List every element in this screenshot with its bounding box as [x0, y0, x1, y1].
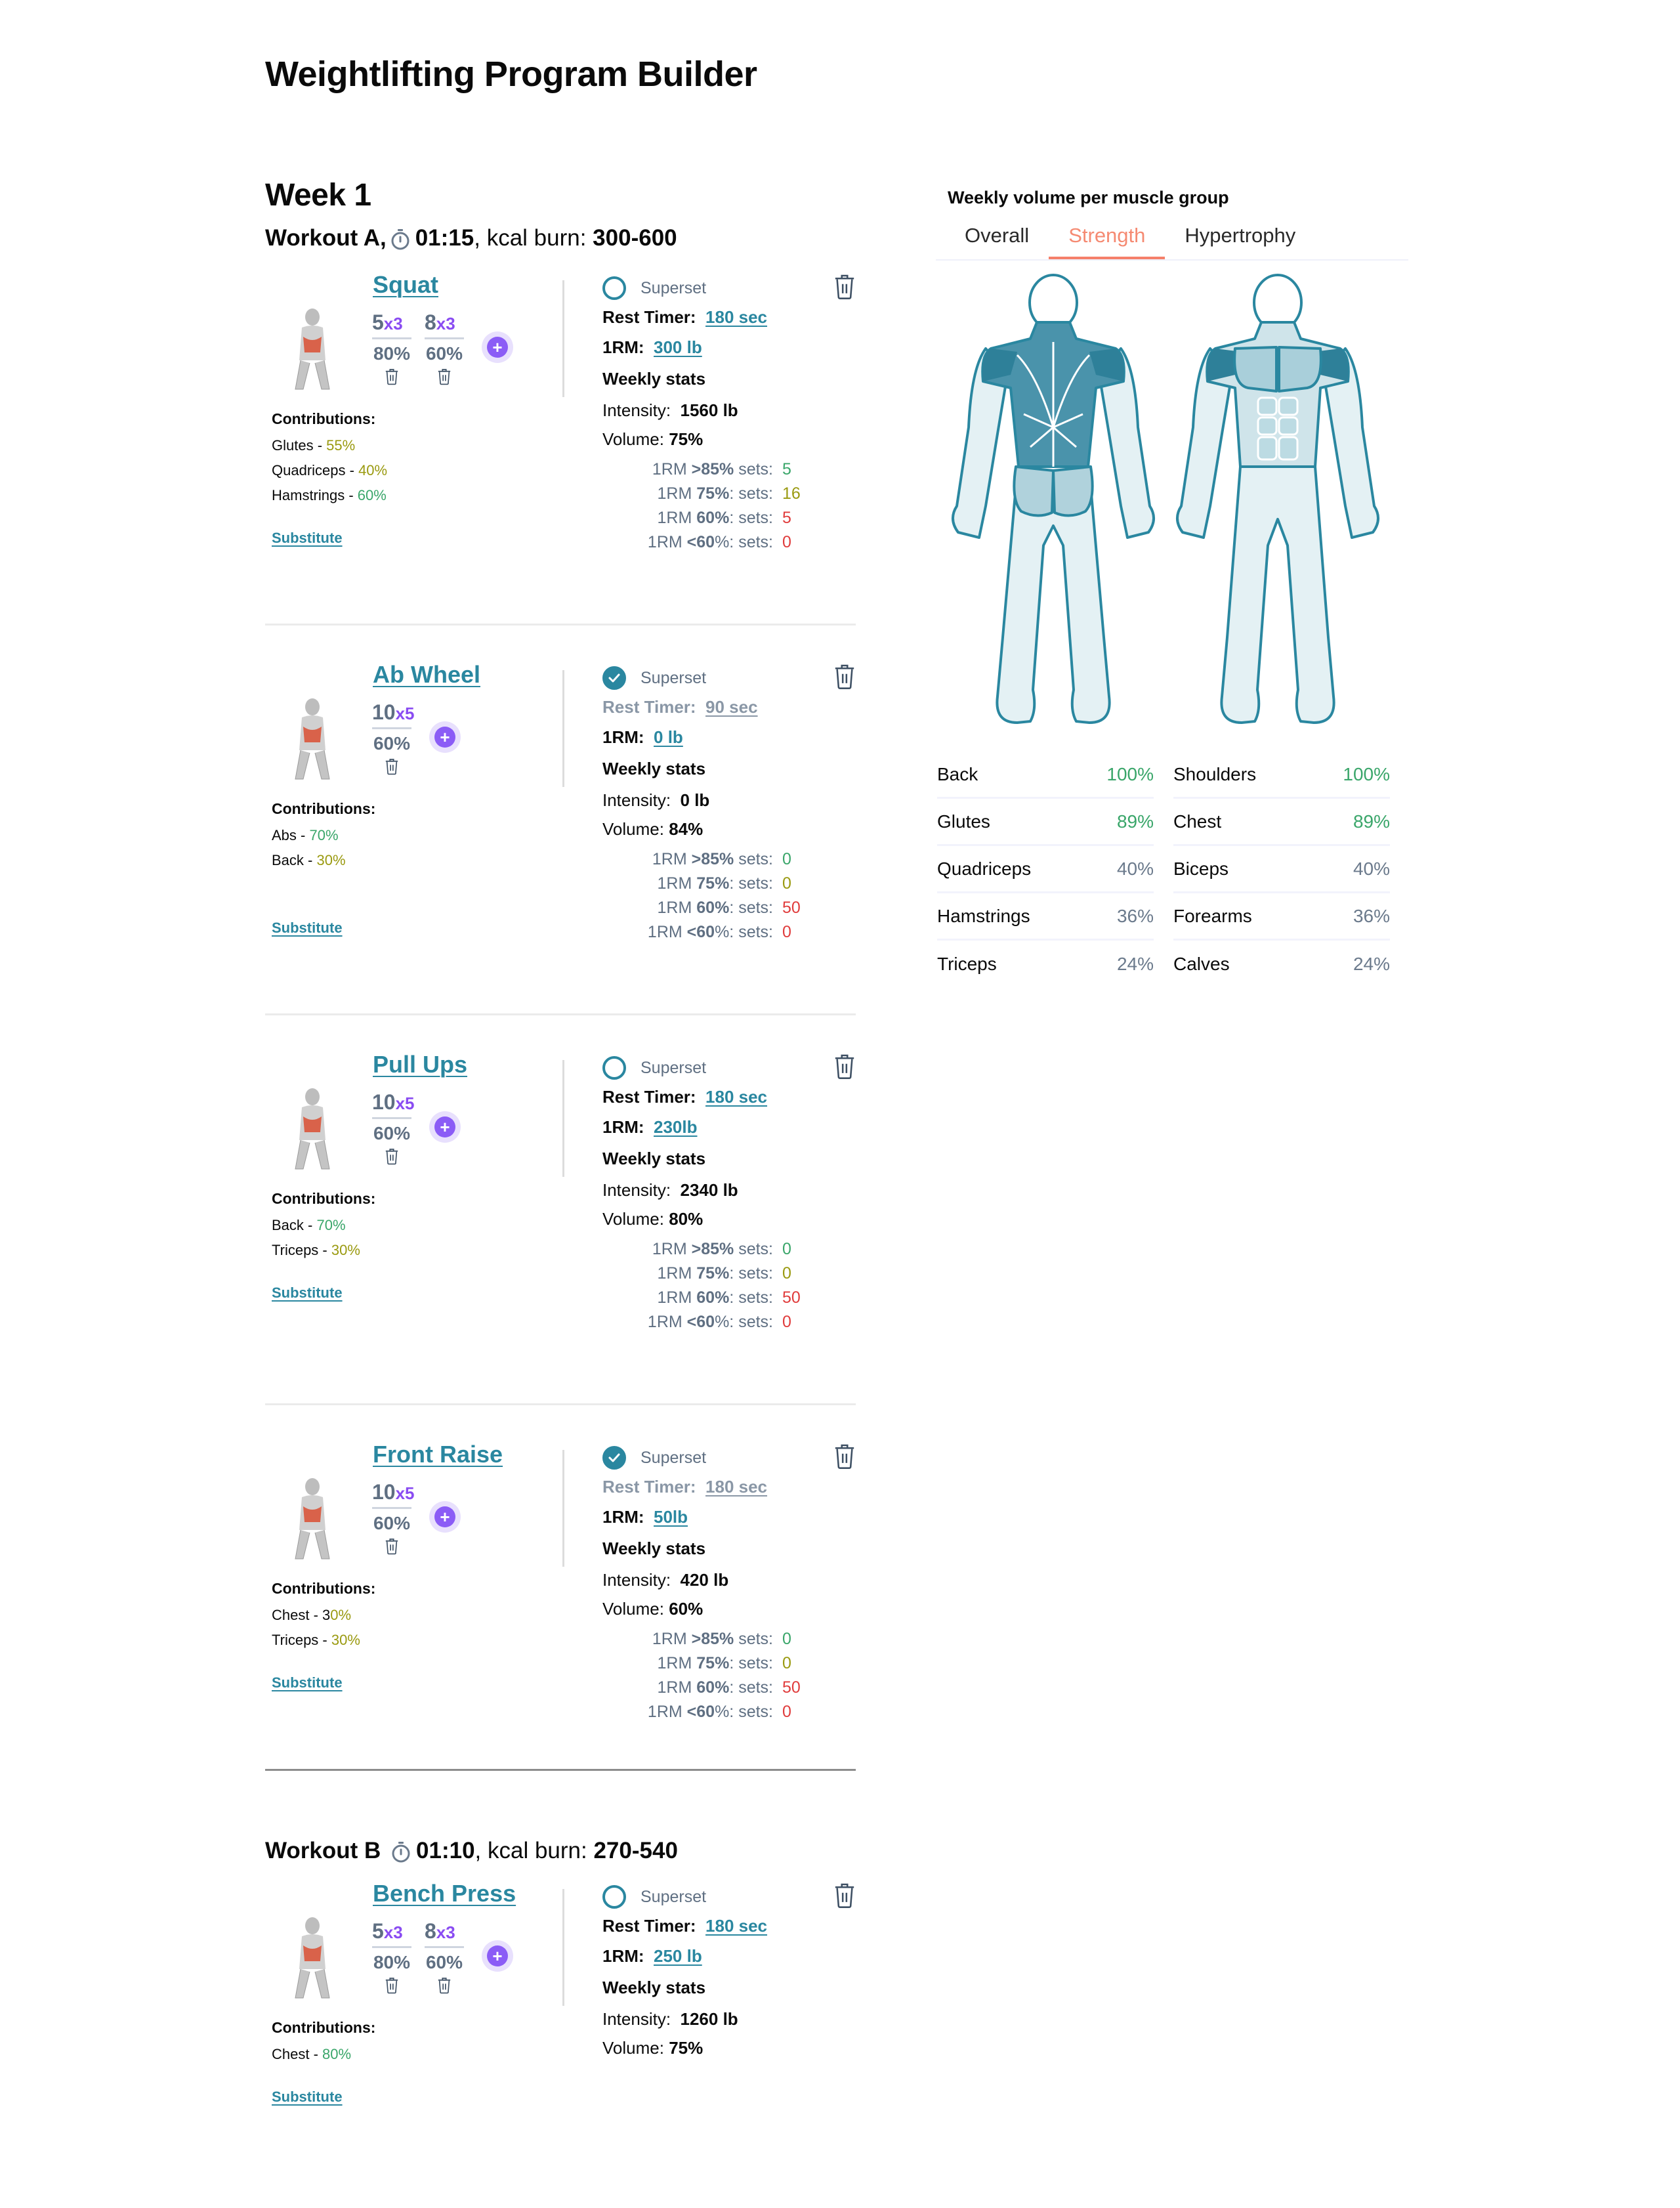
exercise-card: [265, 1441, 856, 1769]
add-set-button[interactable]: [482, 1940, 513, 1972]
set-intensity-pct[interactable]: 80%: [373, 1952, 411, 1972]
reps-value: 8: [425, 1919, 436, 1943]
weekly-stats-title: Weekly stats: [602, 369, 706, 389]
sets-multiplier: x3: [436, 314, 455, 333]
superset-toggle[interactable]: [602, 275, 856, 301]
add-set-button[interactable]: [429, 1501, 461, 1533]
superset-toggle[interactable]: [602, 1055, 856, 1081]
delete-exercise-icon[interactable]: [833, 274, 856, 300]
empty-circle-icon[interactable]: [602, 276, 626, 300]
rm-75-row: 1RM 75%: sets: 0: [634, 1651, 856, 1676]
sets-multiplier: x5: [395, 1093, 415, 1113]
exercise-details: [602, 271, 856, 555]
substitute-link[interactable]: Substitute: [272, 920, 343, 936]
rest-timer-link[interactable]: 90 sec: [705, 697, 758, 717]
set-intensity-pct[interactable]: 60%: [425, 343, 463, 364]
plus-icon: +: [434, 727, 455, 748]
muscle-volume-pct: 40%: [1353, 858, 1390, 879]
muscle-name: Triceps: [937, 954, 997, 974]
rm-75-value: 0: [782, 1654, 791, 1672]
one-rm-row: 1RM: 0 lb: [602, 727, 683, 747]
page-title: Weightlifting Program Builder: [265, 54, 757, 94]
workout-divider: [265, 1769, 856, 1771]
muscle-name: Shoulders: [1173, 763, 1257, 784]
contribution-value: 40%: [358, 462, 388, 478]
rm-75-value: 0: [782, 1264, 791, 1283]
muscle-name: Back: [937, 763, 978, 784]
one-rm-link[interactable]: 230lb: [654, 1117, 698, 1137]
superset-label: Superset: [640, 668, 707, 687]
contribution-muscle: Glutes -: [272, 437, 327, 454]
contribution-value: 70%: [316, 1217, 346, 1233]
one-rm-link[interactable]: 300 lb: [654, 337, 702, 357]
delete-set-icon[interactable]: [437, 1977, 452, 1994]
squat-figure-icon: [269, 297, 356, 396]
delete-set-icon[interactable]: [385, 758, 399, 775]
workout-b-exercises: [265, 1880, 856, 2208]
muscle-volume-pct: 89%: [1353, 811, 1390, 832]
plus-icon: +: [434, 1116, 455, 1137]
muscle-name: Chest: [1173, 811, 1222, 832]
rm-60-row: 1RM 60%: sets: 5: [634, 506, 856, 530]
volume-row: Volume: 80%: [602, 1209, 704, 1229]
contributions-title: Contributions:: [272, 1580, 376, 1597]
delete-exercise-icon[interactable]: [833, 1443, 856, 1470]
contributions-title: Contributions:: [272, 800, 376, 817]
rm-gt85-row: 1RM >85% sets: 0: [634, 847, 856, 872]
set-group: [373, 1919, 411, 1994]
one-rm-link[interactable]: 50lb: [654, 1507, 688, 1527]
stopwatch-icon: [391, 1841, 411, 1863]
set-group: [425, 1919, 463, 1994]
contribution-value: 70%: [309, 827, 339, 843]
delete-exercise-icon[interactable]: [833, 1053, 856, 1080]
set-group: [372, 1090, 415, 1165]
rm-75-row: 1RM 75%: sets: 16: [634, 482, 856, 506]
superset-toggle[interactable]: [602, 665, 856, 691]
rm-gt85-row: 1RM >85% sets: 0: [634, 1627, 856, 1651]
volume-value: 80%: [669, 1209, 704, 1229]
muscle-group-row: [1173, 941, 1390, 988]
contribution-muscle: Chest -: [272, 2046, 323, 2062]
contribution-muscle: Back -: [272, 1217, 317, 1233]
set-intensity-pct[interactable]: 60%: [373, 1513, 411, 1533]
rest-timer-row: Rest Timer: 180 sec: [602, 1087, 768, 1107]
contribution-value: 30%: [316, 852, 346, 868]
rest-timer-link[interactable]: 180 sec: [705, 1477, 768, 1497]
sets-editor: [373, 1090, 461, 1165]
rm-60-row: 1RM 60%: sets: 50: [634, 1676, 856, 1700]
substitute-link[interactable]: Substitute: [272, 2089, 343, 2105]
weekly-stats-title: Weekly stats: [602, 1149, 706, 1168]
column-divider: [562, 1060, 564, 1177]
plus-icon: +: [434, 1506, 455, 1527]
set-reps[interactable]: [372, 700, 415, 729]
ab-wheel-figure-icon: [269, 687, 356, 786]
intensity-value: 1560 lb: [680, 400, 738, 420]
contribution-muscle: Quadriceps -: [272, 462, 359, 478]
muscle-group-row: [937, 893, 1154, 941]
exercise-card: [265, 1880, 856, 2208]
exercise-name-link[interactable]: Ab Wheel: [373, 661, 481, 688]
rm-60-row: 1RM 60%: sets: 50: [634, 896, 856, 920]
superset-label: Superset: [640, 1448, 707, 1467]
intensity-value: 420 lb: [680, 1570, 729, 1590]
contribution-muscle: Abs -: [272, 827, 310, 843]
workout-name: Workout B: [265, 1838, 388, 1863]
exercise-card: [265, 661, 856, 1015]
front-raise-figure-icon: [269, 1467, 356, 1565]
empty-circle-icon[interactable]: [602, 1885, 626, 1909]
muscle-group-row: [937, 941, 1154, 988]
set-intensity-pct[interactable]: 60%: [373, 733, 411, 754]
muscle-name: Calves: [1173, 954, 1230, 974]
rest-timer-link[interactable]: 180 sec: [705, 307, 768, 327]
weekly-stats-title: Weekly stats: [602, 1539, 706, 1558]
checked-circle-icon[interactable]: [602, 666, 626, 690]
reps-value: 8: [425, 310, 436, 334]
rm-gt85-value: 5: [782, 460, 791, 478]
checked-circle-icon[interactable]: [602, 1446, 626, 1470]
column-divider: [562, 280, 564, 397]
rest-timer-row: Rest Timer: 180 sec: [602, 1916, 768, 1936]
contributions-title: Contributions:: [272, 2019, 376, 2036]
rm-gt85-row: 1RM >85% sets: 0: [634, 1237, 856, 1262]
sets-editor: [373, 310, 513, 385]
contribution-row: [272, 1628, 375, 1653]
muscle-group-row: [1173, 846, 1390, 893]
contributions: [272, 410, 387, 508]
contributions: [272, 1190, 375, 1263]
rm-breakdown: [602, 1627, 856, 1724]
one-rm-row: 1RM: 50lb: [602, 1507, 688, 1527]
contribution-row: [272, 823, 375, 848]
exercise-name-link[interactable]: Pull Ups: [373, 1051, 468, 1078]
intensity-value: 2340 lb: [680, 1180, 738, 1200]
muscle-group-row: [1173, 893, 1390, 941]
rest-timer-link[interactable]: 180 sec: [705, 1087, 768, 1107]
volume-row: Volume: 84%: [602, 819, 704, 839]
contribution-value: 30%: [331, 1242, 360, 1258]
sets-multiplier: x5: [395, 1483, 415, 1503]
contribution-row: [272, 1213, 375, 1238]
muscle-volume-pct: 100%: [1106, 763, 1154, 784]
sets-multiplier: x5: [395, 704, 415, 723]
contribution-row: [272, 433, 387, 458]
set-group: [372, 1480, 415, 1555]
set-reps[interactable]: [372, 310, 411, 339]
one-rm-row: 1RM: 230lb: [602, 1117, 698, 1137]
rm-gt85-row: 1RM >85% sets: 5: [634, 457, 856, 482]
muscle-name: Hamstrings: [937, 905, 1030, 926]
muscle-name: Quadriceps: [937, 858, 1032, 879]
contribution-muscle: Chest - 3: [272, 1607, 331, 1623]
exercise-details: [602, 1441, 856, 1724]
sets-editor: [373, 700, 461, 775]
muscle-volume-pct: 24%: [1353, 954, 1390, 974]
substitute-link[interactable]: Substitute: [272, 1674, 343, 1691]
sets-multiplier: x3: [383, 314, 403, 333]
rest-timer-row: Rest Timer: 180 sec: [602, 1477, 768, 1497]
rest-timer-row: Rest Timer: 180 sec: [602, 307, 768, 327]
workout-a-exercises: [265, 271, 856, 1769]
delete-set-icon[interactable]: [437, 368, 452, 385]
muscle-group-row: [1173, 799, 1390, 846]
intensity-row: Intensity: 420 lb: [602, 1570, 729, 1590]
weekly-stats-title: Weekly stats: [602, 759, 706, 778]
set-group: [372, 700, 415, 775]
rm-lt60-value: 0: [782, 533, 791, 551]
set-group: [425, 310, 463, 385]
week-title: Week 1: [265, 178, 371, 213]
rm-60-value: 5: [782, 509, 791, 527]
rm-breakdown: [602, 847, 856, 945]
bench-press-figure-icon: [269, 1906, 356, 2005]
set-reps[interactable]: [372, 1090, 415, 1119]
tab-strength[interactable]: Strength: [1049, 221, 1165, 259]
substitute-link[interactable]: Substitute: [272, 1284, 343, 1301]
reps-value: 10: [372, 700, 396, 724]
rm-lt60-row: 1RM <60%: sets: 0: [634, 920, 856, 945]
superset-label: Superset: [640, 1058, 707, 1077]
muscle-group-row: [937, 846, 1154, 893]
rm-breakdown: [602, 457, 856, 555]
muscle-group-row: [937, 752, 1154, 799]
panel-title: Weekly volume per muscle group: [948, 188, 1229, 207]
volume-row: Volume: 60%: [602, 1599, 704, 1619]
set-reps[interactable]: [372, 1919, 411, 1948]
program-column: [265, 177, 856, 2208]
muscle-group-table: [937, 752, 1408, 988]
contribution-value: 80%: [322, 2046, 352, 2062]
contribution-value: 0%: [330, 1607, 352, 1623]
substitute-link[interactable]: Substitute: [272, 530, 343, 546]
contribution-value: 30%: [331, 1632, 360, 1648]
reps-value: 5: [372, 1919, 384, 1943]
exercise-details: [602, 1880, 856, 2064]
stopwatch-icon: [390, 228, 410, 251]
rm-gt85-value: 0: [782, 850, 791, 868]
body-back-view-icon: [945, 270, 1162, 729]
superset-toggle[interactable]: [602, 1884, 856, 1910]
contribution-muscle: Triceps -: [272, 1242, 331, 1258]
contributions: [272, 1580, 375, 1653]
body-front-view-icon: [1169, 270, 1386, 729]
tab-hypertrophy[interactable]: Hypertrophy: [1185, 224, 1296, 247]
exercise-details: [602, 1051, 856, 1334]
workout-duration: 01:10: [416, 1838, 475, 1863]
contribution-muscle: Triceps -: [272, 1632, 331, 1648]
muscle-name: Forearms: [1173, 905, 1252, 926]
rm-lt60-value: 0: [782, 1313, 791, 1331]
delete-set-icon[interactable]: [385, 368, 399, 385]
volume-value: 75%: [669, 429, 704, 449]
rm-gt85-value: 0: [782, 1630, 791, 1648]
rm-lt60-row: 1RM <60%: sets: 0: [634, 1700, 856, 1724]
rm-75-value: 16: [782, 484, 801, 503]
intensity-value: 1260 lb: [680, 2009, 738, 2029]
kcal-range: 270-540: [593, 1838, 678, 1863]
muscle-volume-pct: 36%: [1353, 905, 1390, 926]
intensity-row: Intensity: 2340 lb: [602, 1180, 738, 1200]
body-diagram: [936, 270, 1408, 729]
column-divider: [562, 1889, 564, 2006]
exercise-card: [265, 271, 856, 626]
rm-breakdown: [602, 1237, 856, 1334]
intensity-row: Intensity: 1260 lb: [602, 2009, 738, 2029]
one-rm-link[interactable]: 250 lb: [654, 1946, 702, 1966]
rm-lt60-value: 0: [782, 1703, 791, 1721]
reps-value: 10: [372, 1090, 396, 1114]
column-divider: [562, 670, 564, 787]
contributions-title: Contributions:: [272, 1190, 376, 1207]
muscle-volume-panel: [936, 188, 1408, 988]
rm-60-value: 50: [782, 899, 801, 917]
add-set-button[interactable]: [429, 721, 461, 753]
sets-multiplier: x3: [436, 1922, 455, 1942]
delete-set-icon[interactable]: [385, 1538, 399, 1555]
sets-multiplier: x3: [383, 1922, 403, 1942]
contribution-row: [272, 1603, 375, 1628]
one-rm-row: 1RM: 250 lb: [602, 1946, 702, 1966]
rm-lt60-value: 0: [782, 923, 791, 941]
set-intensity-pct[interactable]: 60%: [373, 1123, 411, 1143]
reps-value: 10: [372, 1480, 396, 1504]
contributions-title: Contributions:: [272, 410, 376, 427]
workout-a-header: [265, 225, 856, 251]
rm-lt60-row: 1RM <60%: sets: 0: [634, 530, 856, 555]
contribution-value: 60%: [357, 487, 387, 503]
column-divider: [562, 1450, 564, 1567]
set-intensity-pct[interactable]: 80%: [373, 343, 411, 364]
workout-duration: 01:15: [415, 225, 474, 251]
muscle-name: Glutes: [937, 811, 990, 832]
muscle-group-row: [1173, 752, 1390, 799]
volume-row: Volume: 75%: [602, 429, 704, 449]
contribution-row: [272, 483, 387, 508]
contribution-row: [272, 1238, 375, 1263]
intensity-row: Intensity: 0 lb: [602, 790, 710, 810]
plus-icon: +: [487, 1945, 508, 1966]
intensity-value: 0 lb: [680, 790, 710, 810]
rm-60-value: 50: [782, 1288, 801, 1307]
rest-timer-link[interactable]: 180 sec: [705, 1916, 768, 1936]
contribution-row: [272, 2042, 375, 2067]
exercise-name-link[interactable]: Squat: [373, 271, 439, 298]
volume-row: Volume: 75%: [602, 2038, 704, 2058]
muscle-volume-pct: 40%: [1116, 858, 1154, 879]
delete-exercise-icon[interactable]: [833, 664, 856, 690]
rm-gt85-value: 0: [782, 1240, 791, 1258]
rest-timer-row: Rest Timer: 90 sec: [602, 697, 758, 717]
contribution-muscle: Hamstrings -: [272, 487, 358, 503]
kcal-label: , kcal burn:: [474, 225, 593, 251]
set-group: [373, 310, 411, 385]
empty-circle-icon[interactable]: [602, 1056, 626, 1080]
contribution-row: [272, 458, 387, 483]
exercise-details: [602, 661, 856, 945]
set-reps[interactable]: [425, 1919, 464, 1948]
set-reps[interactable]: [425, 310, 464, 339]
contribution-muscle: Back -: [272, 852, 317, 868]
workout-b-header: [265, 1838, 856, 1864]
kcal-range: 300-600: [593, 225, 677, 251]
add-set-button[interactable]: [429, 1111, 461, 1143]
rm-60-value: 50: [782, 1678, 801, 1697]
delete-exercise-icon[interactable]: [833, 1882, 856, 1909]
muscle-name: Biceps: [1173, 858, 1229, 879]
set-intensity-pct[interactable]: 60%: [425, 1952, 463, 1972]
kcal-label: , kcal burn:: [474, 1838, 594, 1863]
set-reps[interactable]: [372, 1480, 415, 1509]
contribution-value: 55%: [326, 437, 356, 454]
intensity-row: Intensity: 1560 lb: [602, 400, 738, 420]
superset-label: Superset: [640, 278, 707, 297]
muscle-volume-pct: 89%: [1116, 811, 1154, 832]
delete-set-icon[interactable]: [385, 1977, 399, 1994]
one-rm-link[interactable]: 0 lb: [654, 727, 683, 747]
exercise-card: [265, 1051, 856, 1405]
volume-tabs: [936, 221, 1408, 261]
pull-up-figure-icon: [269, 1077, 356, 1176]
muscle-group-row: [937, 799, 1154, 846]
one-rm-row: 1RM: 300 lb: [602, 337, 702, 357]
rm-75-row: 1RM 75%: sets: 0: [634, 872, 856, 896]
superset-label: Superset: [640, 1887, 707, 1906]
workout-name: Workout A,: [265, 225, 387, 251]
contribution-row: [272, 848, 375, 873]
tab-overall[interactable]: Overall: [965, 224, 1030, 247]
muscle-volume-pct: 36%: [1116, 905, 1154, 926]
exercise-name-link[interactable]: Bench Press: [373, 1880, 516, 1907]
superset-toggle[interactable]: [602, 1445, 856, 1471]
delete-set-icon[interactable]: [385, 1148, 399, 1165]
volume-value: 84%: [669, 819, 704, 839]
rm-lt60-row: 1RM <60%: sets: 0: [634, 1310, 856, 1334]
contributions: [272, 800, 375, 873]
plus-icon: +: [487, 337, 508, 358]
sets-editor: [373, 1919, 513, 1994]
volume-value: 60%: [669, 1599, 704, 1619]
contributions: [272, 2019, 375, 2067]
reps-value: 5: [372, 310, 384, 334]
rm-75-row: 1RM 75%: sets: 0: [634, 1262, 856, 1286]
sets-editor: [373, 1480, 461, 1555]
exercise-name-link[interactable]: Front Raise: [373, 1441, 503, 1468]
rm-75-value: 0: [782, 874, 791, 893]
muscle-volume-pct: 24%: [1116, 954, 1154, 974]
weekly-stats-title: Weekly stats: [602, 1978, 706, 1997]
rm-60-row: 1RM 60%: sets: 50: [634, 1286, 856, 1310]
volume-value: 75%: [669, 2038, 704, 2058]
muscle-volume-pct: 100%: [1343, 763, 1390, 784]
add-set-button[interactable]: [482, 331, 513, 363]
